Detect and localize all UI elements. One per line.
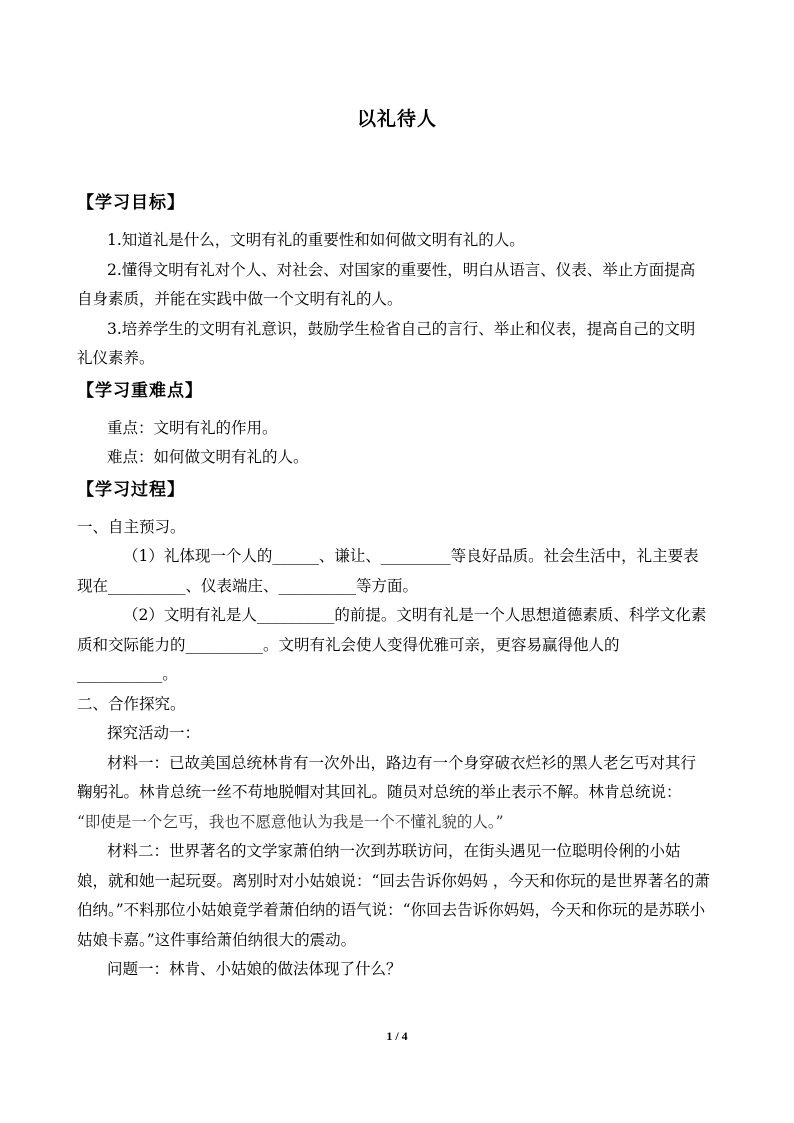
material-2: 材料二：世界著名的文学家萧伯纳一次到苏联访问，在街头遇见一位聪明伶俐的小姑娘，就和她一起玩耍。离别时对小姑娘说：“回去告诉你妈妈 ，今天和你玩的是世界著名的萧伯纳。”不料那位小姑娘竟学着萧伯纳的语气说：“你回去告诉你妈妈，今天和你玩的是苏联小姑娘卡嘉。”这件事给萧伯纳很大的震动。 xyxy=(77,842,710,949)
page-number: 1 / 4 xyxy=(386,1029,408,1043)
part2-title: 二、合作探究。 xyxy=(77,694,186,713)
document-content xyxy=(77,186,710,985)
goal-item-2: 2.懂得文明有礼对个人、对社会、对国家的重要性，明白从语言、仪表、举止方面提高自身素质，并能在实践中做一个文明有礼的人。 xyxy=(77,260,696,308)
keypoint-focus: 重点：文明有礼的作用。 xyxy=(107,418,278,437)
keypoints-heading: 【学习重难点】 xyxy=(77,380,203,401)
material-1: 材料一：已故美国总统林肯有一次外出，路边有一个身穿破衣烂衫的黑人老乞丐对其行鞠躬礼。林肯总统一丝不苟地脱帽对其回礼。随员对总统的举止表示不解。林肯总统说： xyxy=(77,753,697,801)
material-1-quote: “即使是一个乞丐，我也不愿意他认为我是一个不懂礼貌的人。” xyxy=(77,812,504,831)
process-heading: 【学习过程】 xyxy=(77,479,185,500)
goals-heading: 【学习目标】 xyxy=(77,193,185,213)
keypoint-difficulty: 难点：如何做文明有礼的人。 xyxy=(107,448,309,466)
goal-item-3: 3.培养学生的文明有礼意识，鼓励学生检省自己的言行、举止和仪表，提高自己的文明礼仪素养。 xyxy=(77,319,696,367)
part1-title: 一、自主预习。 xyxy=(77,517,186,536)
question-1: 问题一：林肯、小姑娘的做法体现了什么？ xyxy=(107,960,402,978)
activity-1-label: 探究活动一： xyxy=(107,724,201,742)
page-title: 以礼待人 xyxy=(356,108,437,130)
preview-question-2: （2）文明有礼是人__________的前提。文明有礼是一个人思想道德素质、科学文化素质和交际能力的__________。文明有礼会使人变得优雅可亲，更容易赢得他人的___________。 xyxy=(77,606,707,683)
goal-item-1: 1.知道礼是什么，文明有礼的重要性和如何做文明有礼的人。 xyxy=(107,231,525,249)
preview-question-1: （1）礼体现一个人的______、谦让、_________等良好品质。社会生活中，礼主要表现在__________、仪表端庄、__________等方面。 xyxy=(77,547,699,595)
